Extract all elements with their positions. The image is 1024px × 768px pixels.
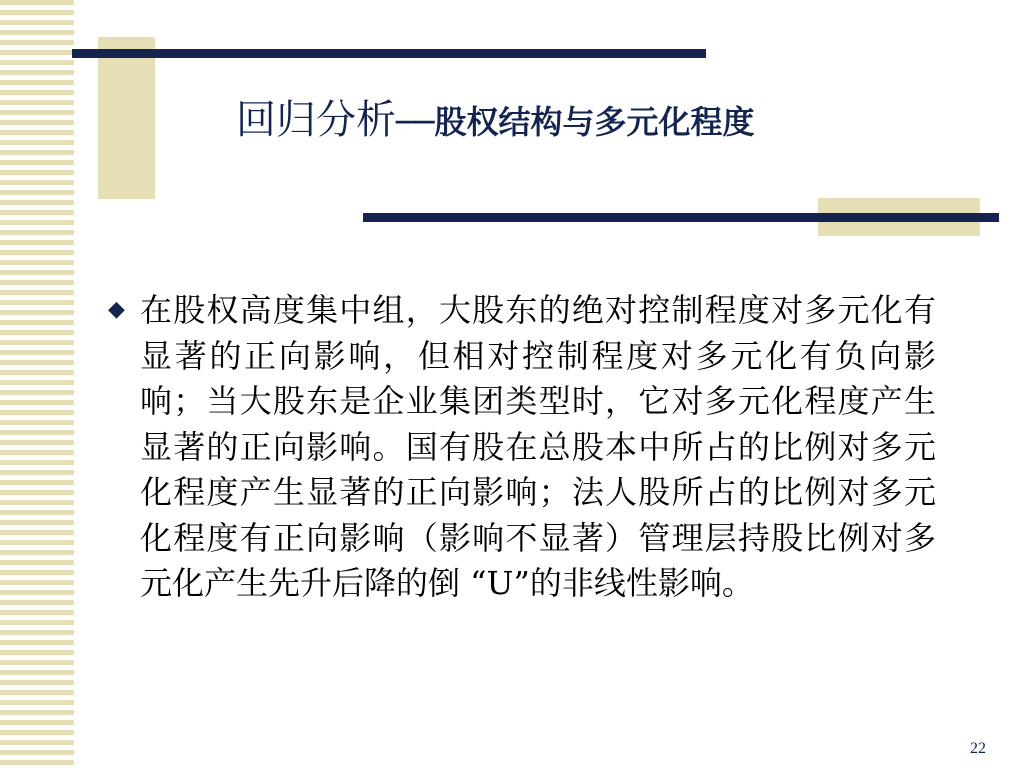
title-main: 回归分析 (236, 97, 396, 143)
diamond-bullet-icon: ◆ (108, 297, 125, 322)
slide-title (236, 96, 976, 144)
title-separator: ── (396, 103, 435, 141)
top-accent-block (98, 37, 155, 199)
page-number: 22 (970, 740, 986, 757)
bullet-item (108, 288, 950, 607)
slide-content (108, 288, 950, 607)
top-navy-rule (72, 49, 706, 58)
bullet-text: 在股权高度集中组，大股东的绝对控制程度对多元化有显著的正向影响，但相对控制程度对多元化有负向影响；当大股东是企业集团类型时，它对多元化程度产生显著的正向影响。国有股在总股本中所占的比例对多元化程度产生显著的正向影响；法人股所占的比例对多元化程度有正向影响（影响不显著）管理层持股比例对多元化产生先升后降的倒 “U”的非线性影响。 (140, 291, 936, 602)
title-subtitle: 股权结构与多元化程度 (434, 103, 755, 141)
bottom-navy-rule (363, 213, 999, 222)
left-stripe-decoration (0, 0, 74, 768)
